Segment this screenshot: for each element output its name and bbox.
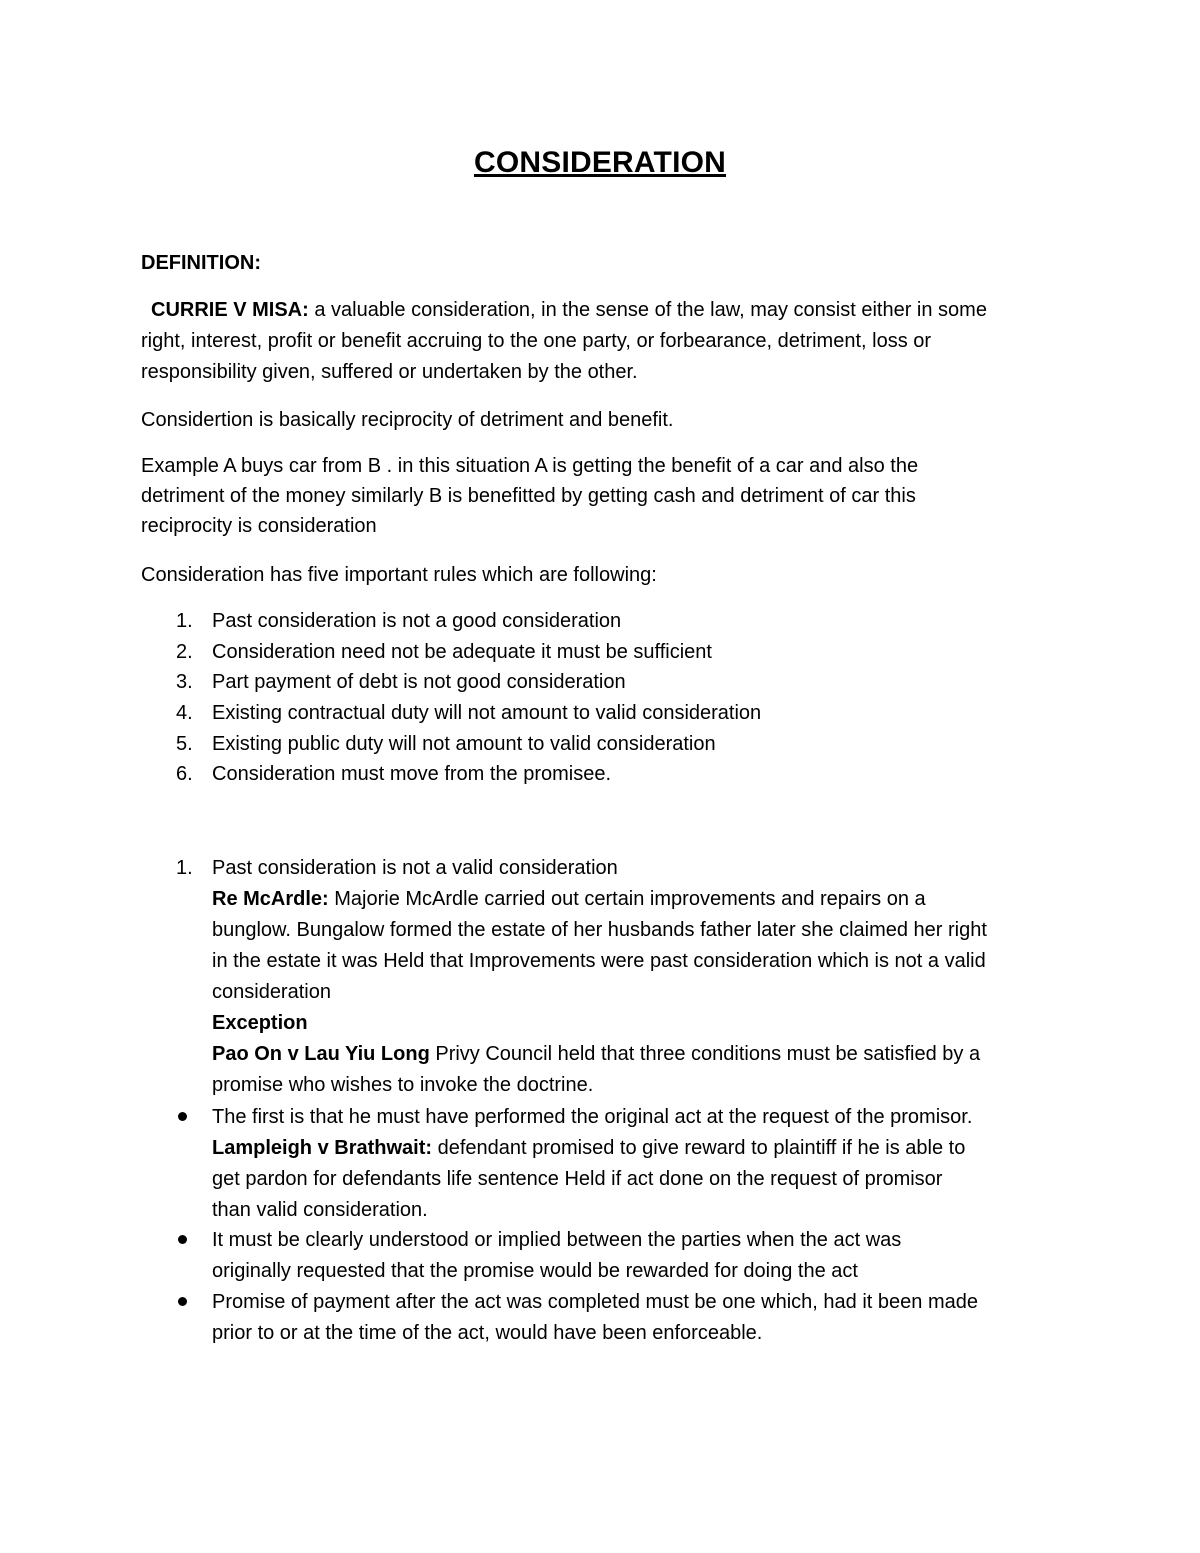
list-item-number: 1. xyxy=(176,610,193,632)
mcardle-text: Majorie McArdle carried out certain improvements and repairs on a xyxy=(328,888,926,910)
list-item-number: 6. xyxy=(176,763,193,785)
case-name: Lampleigh v Brathwait: xyxy=(212,1137,433,1159)
list-item: Consideration must move from the promisee. xyxy=(212,763,612,785)
example-line-1: Example A buys car from B . in this situation A is getting the benefit of a car and also the xyxy=(141,455,919,477)
currie-text: a valuable consideration, in the sense of the law, may consist either in some xyxy=(308,299,987,321)
section-number: 1. xyxy=(176,857,193,879)
pao-line-2: promise who wishes to invoke the doctrine. xyxy=(212,1074,594,1096)
list-item: Consideration need not be adequate it must be sufficient xyxy=(212,641,712,663)
mcardle-line-4: consideration xyxy=(212,981,331,1003)
example-line-3: reciprocity is consideration xyxy=(141,515,377,537)
list-item: Existing public duty will not amount to valid consideration xyxy=(212,733,716,755)
bullet-first: The first is that he must have performed the original act at the request of the promisor. xyxy=(212,1106,973,1128)
mcardle-line-2: bunglow. Bungalow formed the estate of her husbands father later she claimed her right xyxy=(212,919,987,941)
lampleigh-text: defendant promised to give reward to plaintiff if he is able to xyxy=(432,1137,966,1159)
currie-line-2: right, interest, profit or benefit accruing to the one party, or forbearance, detriment, loss or xyxy=(141,330,932,352)
list-item-number: 4. xyxy=(176,702,193,724)
pao-line-1 xyxy=(212,1039,980,1069)
page-title: CONSIDERATION xyxy=(473,146,727,179)
case-name: CURRIE V MISA: xyxy=(151,299,309,321)
list-item: Existing contractual duty will not amount to valid consideration xyxy=(212,702,762,724)
list-item-number: 2. xyxy=(176,641,193,663)
bullet-second-line-1: It must be clearly understood or implied between the parties when the act was xyxy=(212,1229,902,1251)
mcardle-line-1 xyxy=(212,884,926,914)
case-name: Re McArdle: xyxy=(212,888,329,910)
list-item-number: 3. xyxy=(176,671,193,693)
currie-line-1 xyxy=(151,295,987,325)
pao-text: Privy Council held that three conditions must be satisfied by a xyxy=(429,1043,981,1065)
reciprocity-paragraph: Considertion is basically reciprocity of detriment and benefit. xyxy=(141,409,674,431)
list-item-number: 5. xyxy=(176,733,193,755)
mcardle-line-3: in the estate it was Held that Improvements were past consideration which is not a valid xyxy=(212,950,986,972)
definition-label: DEFINITION: xyxy=(141,252,261,274)
lampleigh-line-2: get pardon for defendants life sentence Held if act done on the request of promisor xyxy=(212,1168,943,1190)
rules-intro: Consideration has five important rules which are following: xyxy=(141,564,657,586)
bullet-third-line-1: Promise of payment after the act was completed must be one which, had it been made xyxy=(212,1291,978,1313)
exception-heading: Exception xyxy=(212,1012,308,1034)
bullet-icon xyxy=(178,1297,187,1306)
bullet-icon xyxy=(178,1112,187,1121)
currie-line-3: responsibility given, suffered or undertaken by the other. xyxy=(141,361,638,383)
case-name: Pao On v Lau Yiu Long xyxy=(212,1043,430,1065)
list-item: Part payment of debt is not good consideration xyxy=(212,671,626,693)
list-item: Past consideration is not a good consideration xyxy=(212,610,622,632)
lampleigh-line-1 xyxy=(212,1133,965,1163)
example-line-2: detriment of the money similarly B is benefitted by getting cash and detriment of car this xyxy=(141,485,916,507)
bullet-icon xyxy=(178,1235,187,1244)
bullet-second-line-2: originally requested that the promise would be rewarded for doing the act xyxy=(212,1260,858,1282)
bullet-third-line-2: prior to or at the time of the act, would have been enforceable. xyxy=(212,1322,763,1344)
lampleigh-line-3: than valid consideration. xyxy=(212,1199,428,1221)
section-heading: Past consideration is not a valid consideration xyxy=(212,857,618,879)
